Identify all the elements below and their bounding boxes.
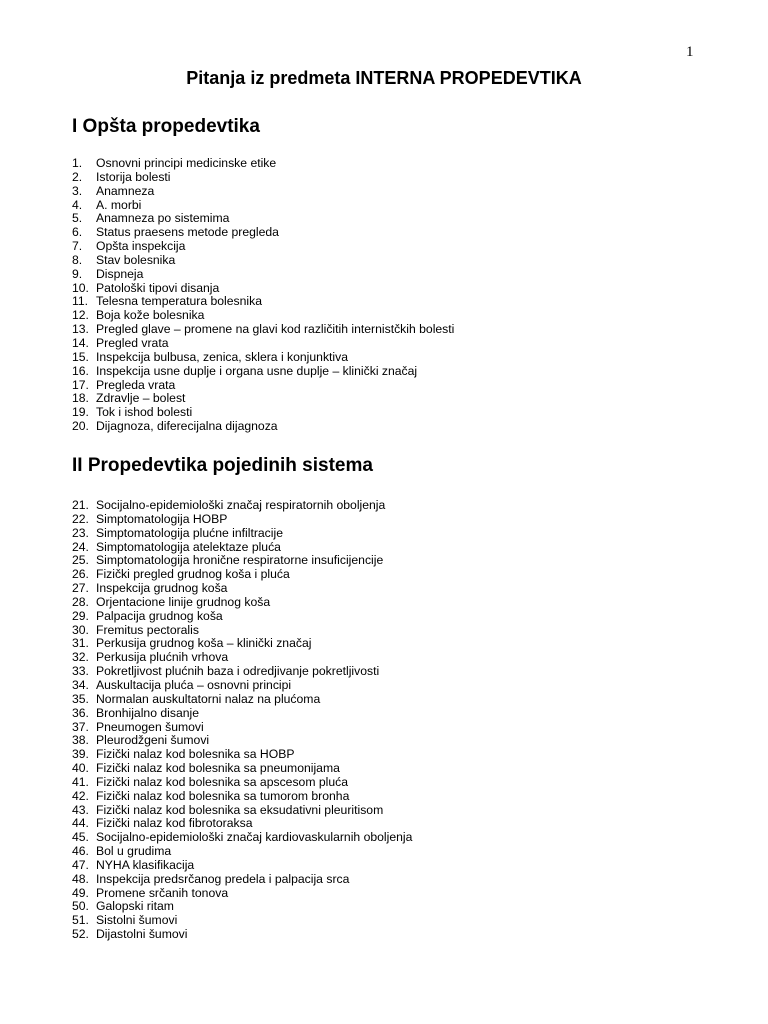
item-text: Zdravlje – bolest bbox=[96, 391, 186, 406]
item-number: 1. bbox=[72, 156, 83, 170]
list-item bbox=[72, 240, 454, 254]
item-text: Orjentacione linije grudnog koša bbox=[96, 594, 271, 609]
item-number: 46. bbox=[72, 844, 89, 859]
list-item bbox=[72, 596, 412, 610]
item-number: 49. bbox=[72, 885, 89, 900]
list-item bbox=[72, 282, 454, 296]
section-heading-general: I Opšta propedevtika bbox=[72, 116, 260, 137]
item-text: Inspekcija predsrčanog predela i palpacija srca bbox=[96, 871, 350, 886]
item-number: 24. bbox=[72, 539, 89, 554]
item-text: Normalan auskultatorni nalaz na plućoma bbox=[96, 691, 321, 706]
item-number: 22. bbox=[72, 511, 89, 526]
item-number: 20. bbox=[72, 419, 89, 434]
item-number: 40. bbox=[72, 761, 89, 776]
list-item bbox=[72, 554, 412, 568]
item-number: 2. bbox=[72, 169, 83, 184]
item-number: 43. bbox=[72, 802, 89, 817]
item-number: 11. bbox=[72, 294, 89, 309]
item-text: Simptomatologija plućne infiltracije bbox=[96, 525, 283, 540]
item-number: 4. bbox=[72, 197, 83, 212]
item-number: 3. bbox=[72, 183, 83, 198]
item-text: Boja kože bolesnika bbox=[96, 308, 205, 323]
item-text: Tok i ishod bolesti bbox=[96, 405, 193, 420]
item-text: Simptomatologija hronične respiratorne insuficijencije bbox=[96, 553, 384, 568]
item-text: NYHA klasifikacija bbox=[96, 857, 195, 872]
document-title: Pitanja iz predmeta INTERNA PROPEDEVTIKA bbox=[186, 68, 582, 88]
list-item bbox=[72, 762, 412, 776]
list-item bbox=[72, 831, 412, 845]
item-text: Pregleda vrata bbox=[96, 377, 176, 392]
item-text: Pneumogen šumovi bbox=[96, 719, 204, 734]
item-number: 18. bbox=[72, 391, 89, 406]
list-item bbox=[72, 624, 412, 638]
item-text: Pregled vrata bbox=[96, 335, 169, 350]
list-item bbox=[72, 665, 412, 679]
item-number: 19. bbox=[72, 405, 89, 420]
question-list-systems bbox=[72, 499, 412, 942]
item-text: Stav bolesnika bbox=[96, 252, 176, 267]
item-text: Fizički nalaz kod bolesnika sa pneumonijama bbox=[96, 761, 340, 776]
item-number: 25. bbox=[72, 553, 89, 568]
item-text: Anamneza bbox=[96, 183, 155, 198]
list-item bbox=[72, 748, 412, 762]
list-item bbox=[72, 873, 412, 887]
list-item bbox=[72, 721, 412, 735]
item-number: 52. bbox=[72, 927, 89, 942]
item-number: 32. bbox=[72, 650, 89, 665]
list-item bbox=[72, 392, 454, 406]
item-text: Palpacija grudnog koša bbox=[96, 608, 223, 623]
list-item bbox=[72, 887, 412, 901]
list-item bbox=[72, 679, 412, 693]
item-number: 33. bbox=[72, 664, 89, 679]
list-item bbox=[72, 914, 412, 928]
item-text: Bol u grudima bbox=[96, 844, 172, 859]
list-item bbox=[72, 845, 412, 859]
list-item bbox=[72, 309, 454, 323]
list-item bbox=[72, 406, 454, 420]
item-text: Sistolni šumovi bbox=[96, 913, 178, 928]
item-number: 36. bbox=[72, 705, 89, 720]
section-heading-systems: II Propedevtika pojedinih sistema bbox=[72, 455, 373, 476]
item-number: 13. bbox=[72, 322, 89, 337]
item-text: Fremitus pectoralis bbox=[96, 622, 199, 637]
item-number: 17. bbox=[72, 377, 89, 392]
item-number: 45. bbox=[72, 830, 89, 845]
list-item bbox=[72, 268, 454, 282]
list-item bbox=[72, 804, 412, 818]
item-text: Dijagnoza, diferecijalna dijagnoza bbox=[96, 419, 278, 434]
item-text: Pleurodžgeni šumovi bbox=[96, 733, 210, 748]
item-text: Fizički nalaz kod fibrotoraksa bbox=[96, 816, 253, 831]
item-number: 41. bbox=[72, 774, 89, 789]
item-text: A. morbi bbox=[96, 197, 142, 212]
item-number: 12. bbox=[72, 308, 89, 323]
list-item bbox=[72, 637, 412, 651]
list-item bbox=[72, 651, 412, 665]
item-text: Anamneza po sistemima bbox=[96, 211, 230, 226]
item-text: Socijalno-epidemiološki značaj kardiovaskularnih oboljenja bbox=[96, 830, 413, 845]
list-item bbox=[72, 582, 412, 596]
item-text: Socijalno-epidemiološki značaj respiratornih oboljenja bbox=[96, 498, 386, 512]
item-number: 50. bbox=[72, 899, 89, 914]
item-text: Inspekcija grudnog koša bbox=[96, 581, 228, 596]
item-number: 9. bbox=[72, 266, 83, 281]
list-item bbox=[72, 212, 454, 226]
item-text: Fizički nalaz kod bolesnika sa apscesom pluća bbox=[96, 774, 348, 789]
list-item bbox=[72, 568, 412, 582]
item-text: Promene srčanih tonova bbox=[96, 885, 229, 900]
list-item bbox=[72, 351, 454, 365]
page-number: 1 bbox=[686, 44, 694, 60]
list-item bbox=[72, 337, 454, 351]
list-item bbox=[72, 541, 412, 555]
item-text: Pregled glave – promene na glavi kod različitih internistčkih bolesti bbox=[96, 322, 455, 337]
item-number: 16. bbox=[72, 363, 89, 378]
item-number: 38. bbox=[72, 733, 89, 748]
list-item bbox=[72, 900, 412, 914]
item-text: Fizički nalaz kod bolesnika sa tumorom bronha bbox=[96, 788, 350, 803]
item-text: Bronhijalno disanje bbox=[96, 705, 199, 720]
item-text: Simptomatologija atelektaze pluća bbox=[96, 539, 281, 554]
list-item bbox=[72, 734, 412, 748]
item-text: Pokretljivost plućnih baza i odredjivanje pokretljivosti bbox=[96, 664, 380, 679]
item-text: Status praesens metode pregleda bbox=[96, 225, 279, 240]
item-number: 5. bbox=[72, 211, 83, 226]
list-item bbox=[72, 185, 454, 199]
item-number: 31. bbox=[72, 636, 89, 651]
item-number: 44. bbox=[72, 816, 89, 831]
list-item bbox=[72, 513, 412, 527]
list-item bbox=[72, 199, 454, 213]
list-item bbox=[72, 817, 412, 831]
item-number: 35. bbox=[72, 691, 89, 706]
list-item bbox=[72, 928, 412, 942]
list-item bbox=[72, 295, 454, 309]
list-item bbox=[72, 610, 412, 624]
item-number: 39. bbox=[72, 747, 89, 762]
item-number: 6. bbox=[72, 225, 83, 240]
list-item bbox=[72, 171, 454, 185]
item-number: 29. bbox=[72, 608, 89, 623]
item-text: Dispneja bbox=[96, 266, 144, 281]
item-text: Auskultacija pluća – osnovni principi bbox=[96, 677, 292, 692]
item-text: Patološki tipovi disanja bbox=[96, 280, 220, 295]
item-number: 10. bbox=[72, 280, 89, 295]
list-item bbox=[72, 254, 454, 268]
item-text: Fizički pregled grudnog koša i pluća bbox=[96, 567, 290, 582]
item-number: 7. bbox=[72, 239, 83, 254]
item-number: 21. bbox=[72, 498, 89, 512]
item-text: Opšta inspekcija bbox=[96, 239, 186, 254]
list-item bbox=[72, 859, 412, 873]
item-text: Perkusija grudnog koša – klinički značaj bbox=[96, 636, 312, 651]
item-number: 34. bbox=[72, 677, 89, 692]
item-text: Telesna temperatura bolesnika bbox=[96, 294, 262, 309]
list-item bbox=[72, 527, 412, 541]
item-number: 23. bbox=[72, 525, 89, 540]
item-number: 28. bbox=[72, 594, 89, 609]
list-item bbox=[72, 157, 454, 171]
list-item bbox=[72, 226, 454, 240]
item-text: Fizički nalaz kod bolesnika sa HOBP bbox=[96, 747, 295, 762]
item-text: Istorija bolesti bbox=[96, 169, 171, 184]
item-text: Fizički nalaz kod bolesnika sa eksudativni pleuritisom bbox=[96, 802, 384, 817]
item-text: Dijastolni šumovi bbox=[96, 927, 188, 942]
item-number: 15. bbox=[72, 349, 89, 364]
question-list-general bbox=[72, 157, 454, 434]
item-text: Inspekcija bulbusa, zenica, sklera i konjunktiva bbox=[96, 349, 349, 364]
item-number: 48. bbox=[72, 871, 89, 886]
item-text: Osnovni principi medicinske etike bbox=[96, 156, 277, 170]
item-number: 42. bbox=[72, 788, 89, 803]
item-text: Perkusija plućnih vrhova bbox=[96, 650, 229, 665]
item-number: 51. bbox=[72, 913, 89, 928]
list-item bbox=[72, 365, 454, 379]
item-text: Galopski ritam bbox=[96, 899, 174, 914]
list-item bbox=[72, 693, 412, 707]
item-number: 47. bbox=[72, 857, 89, 872]
item-number: 26. bbox=[72, 567, 89, 582]
item-number: 14. bbox=[72, 335, 89, 350]
item-text: Simptomatologija HOBP bbox=[96, 511, 228, 526]
list-item bbox=[72, 323, 454, 337]
item-number: 8. bbox=[72, 252, 83, 267]
list-item bbox=[72, 790, 412, 804]
list-item bbox=[72, 379, 454, 393]
item-text: Inspekcija usne duplje i organa usne duplje – klinički značaj bbox=[96, 363, 418, 378]
item-number: 27. bbox=[72, 581, 89, 596]
item-number: 30. bbox=[72, 622, 89, 637]
item-number: 37. bbox=[72, 719, 89, 734]
list-item bbox=[72, 707, 412, 721]
list-item bbox=[72, 420, 454, 434]
list-item bbox=[72, 776, 412, 790]
list-item bbox=[72, 499, 412, 513]
